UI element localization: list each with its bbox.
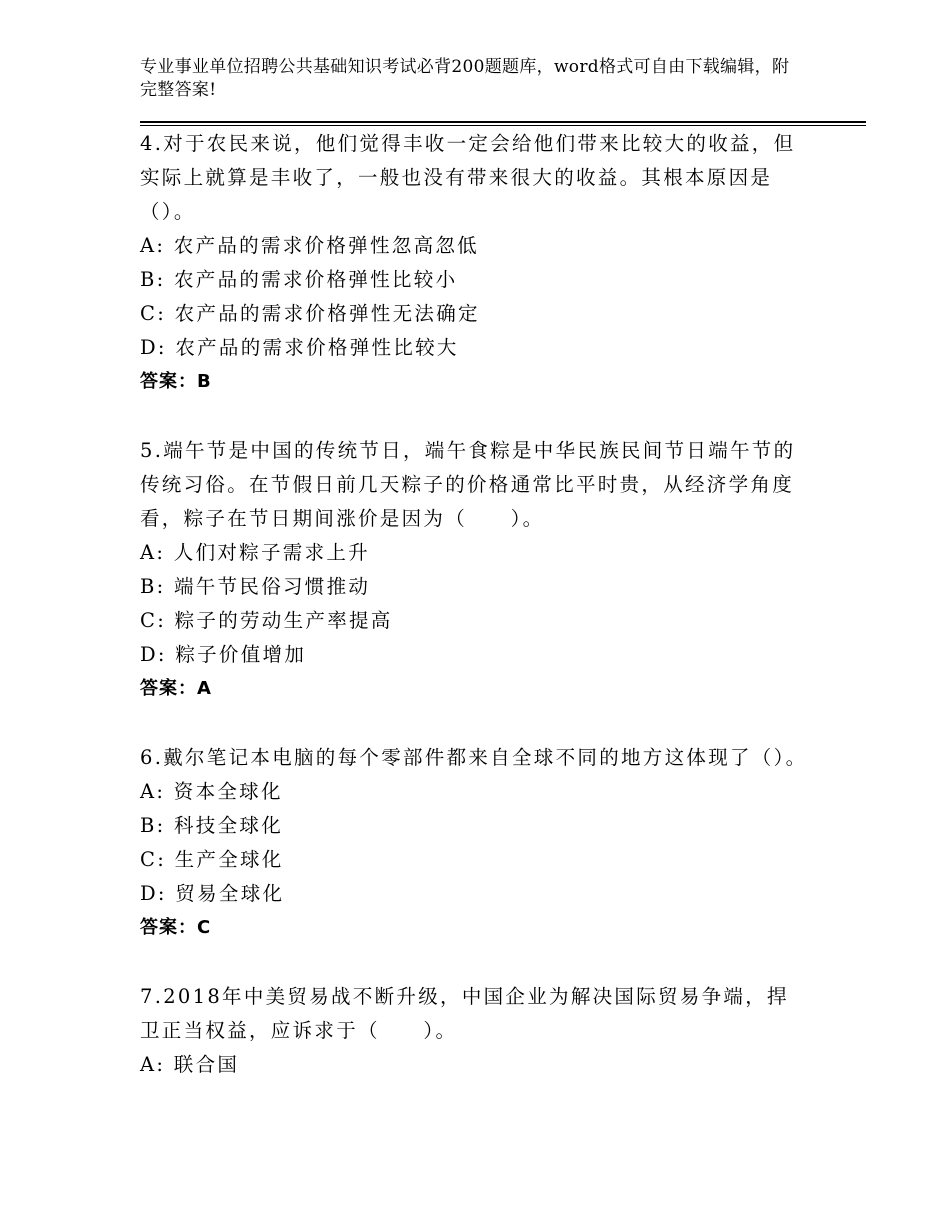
option-text: 生产全球化 [174, 848, 284, 871]
option-text: 农产品的需求价格弹性比较大 [175, 336, 459, 359]
question-stem: 4.对于农民来说，他们觉得丰收一定会给他们带来比较大的收益，但实际上就算是丰收了，一般也没有带来很大的收益。其根本原因是（）。 [140, 132, 796, 223]
option-text: 贸易全球化 [175, 882, 285, 905]
option-key: D: [140, 643, 167, 666]
question-5 [140, 433, 810, 706]
option-c [140, 604, 810, 638]
option-key: D: [140, 882, 167, 905]
option-text: 农产品的需求价格弹性无法确定 [174, 302, 480, 325]
document-header: 专业事业单位招聘公共基础知识考试必背200题题库，word格式可自由下载编辑，附完整答案! [140, 57, 790, 100]
spacer [140, 945, 810, 979]
option-key: A: [140, 541, 166, 564]
option-text: 农产品的需求价格弹性比较小 [174, 268, 458, 291]
option-text: 联合国 [173, 1053, 240, 1076]
spacer [140, 399, 810, 433]
question-stem: 5.端午节是中国的传统节日，端午食粽是中华民族民间节日端午节的传统习俗。在节假日前几天粽子的价格通常比平时贵，从经济学角度看，粽子在节日期间涨价是因为（ ）。 [140, 439, 796, 530]
option-key: D: [140, 336, 167, 359]
spacer [140, 706, 810, 740]
option-a [140, 229, 810, 263]
option-text: 农产品的需求价格弹性忽高忽低 [173, 234, 479, 257]
header-divider-thick [140, 121, 866, 123]
option-c [140, 297, 810, 331]
question-stem: 7.2018年中美贸易战不断升级，中国企业为解决国际贸易争端，捍卫正当权益，应诉求于（ ）。 [140, 985, 789, 1042]
option-text: 科技全球化 [174, 814, 284, 837]
option-d [140, 638, 810, 672]
option-b [140, 263, 810, 297]
option-c [140, 843, 810, 877]
option-key: B: [140, 268, 166, 291]
option-d [140, 331, 810, 365]
option-key: B: [140, 575, 166, 598]
question-7 [140, 979, 810, 1082]
answer-line: 答案：A [140, 678, 212, 699]
option-a [140, 536, 810, 570]
option-a [140, 1048, 810, 1082]
question-4 [140, 126, 810, 399]
option-b [140, 809, 810, 843]
answer-line: 答案：C [140, 917, 212, 938]
option-key: A: [140, 1053, 166, 1076]
option-key: C: [140, 848, 167, 871]
question-stem: 6.戴尔笔记本电脑的每个零部件都来自全球不同的地方这体现了（）。 [140, 746, 808, 769]
option-d [140, 877, 810, 911]
option-text: 人们对粽子需求上升 [173, 541, 370, 564]
question-6 [140, 740, 810, 945]
option-key: A: [140, 234, 166, 257]
option-text: 资本全球化 [173, 780, 283, 803]
option-b [140, 570, 810, 604]
option-key: C: [140, 609, 167, 632]
question-list [140, 126, 810, 1082]
option-key: B: [140, 814, 166, 837]
option-text: 粽子的劳动生产率提高 [174, 609, 393, 632]
option-key: A: [140, 780, 166, 803]
option-text: 端午节民俗习惯推动 [174, 575, 371, 598]
option-text: 粽子价值增加 [175, 643, 307, 666]
option-a [140, 775, 810, 809]
option-key: C: [140, 302, 167, 325]
answer-line: 答案：B [140, 371, 212, 392]
